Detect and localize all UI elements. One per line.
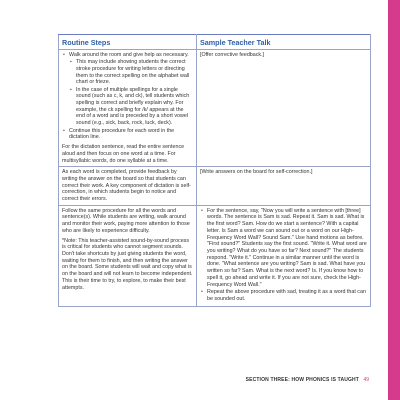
list-item: ▪ This may include showing students the correct stroke procedure for writing letters or directing them to the correct spelling on the alphabet wall chart or frieze. (69, 59, 193, 86)
sub-bullet-list (69, 59, 193, 127)
routine-steps-cell (59, 167, 197, 206)
table-row (59, 167, 371, 206)
teacher-talk-text: [Offer corrective feedback.] (200, 52, 265, 58)
accent-sidebar (388, 0, 400, 400)
list-item: • For the sentence, say, "Now you will write a sentence with [three] words. The sentence is Sam is sad. Repeat it. Sam is sad. What is the first word? Sam. How do we start a sentence? With a capital letter. Is Sam a word we can sound out or a word on our High-Frequency Word Wall? Sound Sam." Use hand motions as before. "First sound?" Students say the first sound. "Write it. What word are you writing? What do you have so far? Next sound?" The students respond. "Write it." Continue in a similar manner until the word is done. "What sentence are you writing? Sam is sad. What have you written so far? Sam. What is the next word? Is. If you know how to spell it, go ahead and write it. If you are not sure, check the High-Frequency Word Wall." (200, 208, 367, 288)
routine-steps-cell (59, 205, 197, 306)
list-item: • Repeat the above procedure with sad, treating it as a word that can be sounded out. (200, 289, 367, 302)
steps-paragraph: Follow the same procedure for all the words and sentence(s). While students are writing, walk around and monitor their work, paying more attention to those who are likely to experience difficulty. (62, 207, 190, 234)
list-item: ▪ In the case of multiple spellings for a single sound (such as c, k, and ck), tell students which spelling is correct and briefly explain why. For example, the ck spelling for /k/ appears at the end of a word and is preceded by a short vowel sound (e.g., sick, back, rock, luck, deck). (69, 87, 193, 127)
table-header-row (59, 35, 371, 50)
routine-steps-table (58, 34, 371, 307)
talk-bullet-list (200, 208, 367, 303)
steps-paragraph: As each word is completed, provide feedback by writing the answer on the board so that students can correct their work. A key component of dictation is self-correction, in which students begin to notice and correct their errors. (62, 169, 191, 203)
column-header-sample-teacher-talk: Sample Teacher Talk (197, 35, 371, 50)
teacher-talk-cell (197, 50, 371, 167)
bullet-text: Walk around the room and give help as necessary. (69, 52, 189, 58)
list-item: • Continue this procedure for each word in the dictation line. (62, 128, 193, 141)
teacher-talk-cell (197, 167, 371, 206)
list-item (62, 52, 193, 127)
teacher-talk-cell (197, 205, 371, 306)
table-row (59, 205, 371, 306)
steps-bullet-list (62, 52, 193, 141)
steps-paragraph: For the dictation sentence, read the entire sentence aloud and then focus on one word at a time. For multisyllabic words, do one syllable at a time. (62, 144, 185, 164)
table-row (59, 50, 371, 167)
footer-section-title: SECTION THREE: HOW PHONICS IS TAUGHT (245, 377, 359, 383)
teacher-talk-text: [Write answers on the board for self-correction.] (200, 169, 313, 176)
routine-steps-cell (59, 50, 197, 167)
steps-note: *Note: This teacher-assisted sound-by-sound process is critical for students who cannot segment sounds. Don't take shortcuts by just giving students the word, waiting for them to finish, and then writing the answer on the board. Some students will wait and copy what is on the board and will not learn to become independent. This is their time to try, to explore, to make their best attempts. (62, 237, 193, 291)
page-number: 49 (363, 377, 369, 383)
page-footer (0, 375, 383, 385)
column-header-routine-steps: Routine Steps (59, 35, 197, 50)
